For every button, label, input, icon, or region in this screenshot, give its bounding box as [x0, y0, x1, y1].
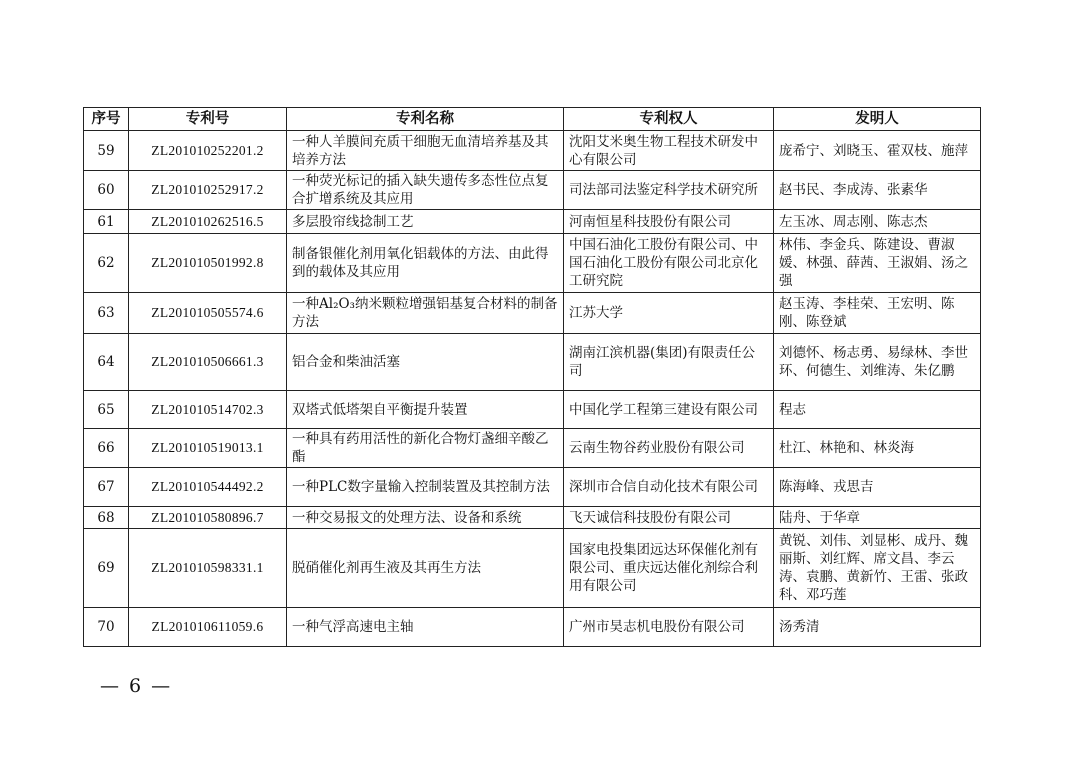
- cell-seq: 65: [84, 391, 129, 429]
- cell-patent-owner: 飞天诚信科技股份有限公司: [564, 507, 774, 529]
- cell-seq: 67: [84, 468, 129, 507]
- cell-patent-name: 多层股帘线捻制工艺: [287, 210, 564, 234]
- cell-patent-number: ZL201010501992.8: [129, 234, 287, 293]
- cell-seq: 70: [84, 608, 129, 647]
- table-row: [84, 429, 981, 468]
- cell-inventors: 赵玉涛、李桂荣、王宏明、陈刚、陈登斌: [774, 293, 981, 334]
- header-patent-owner: 专利权人: [564, 108, 774, 131]
- cell-patent-owner: 河南恒星科技股份有限公司: [564, 210, 774, 234]
- cell-patent-number: ZL201010506661.3: [129, 334, 287, 391]
- cell-seq: 62: [84, 234, 129, 293]
- table-row: [84, 210, 981, 234]
- cell-patent-owner: 沈阳艾米奥生物工程技术研发中心有限公司: [564, 131, 774, 171]
- table-header-row: [84, 108, 981, 131]
- cell-inventors: 刘德怀、杨志勇、易绿林、李世环、何德生、刘维涛、朱亿鹏: [774, 334, 981, 391]
- cell-patent-number: ZL201010598331.1: [129, 529, 287, 608]
- cell-inventors: 左玉冰、周志刚、陈志杰: [774, 210, 981, 234]
- cell-patent-number: ZL201010514702.3: [129, 391, 287, 429]
- cell-patent-name: 一种交易报文的处理方法、设备和系统: [287, 507, 564, 529]
- cell-patent-owner: 中国化学工程第三建设有限公司: [564, 391, 774, 429]
- table-row: [84, 608, 981, 647]
- table-row: [84, 391, 981, 429]
- cell-seq: 66: [84, 429, 129, 468]
- cell-patent-number: ZL201010252917.2: [129, 171, 287, 210]
- table-row: [84, 131, 981, 171]
- table-row: [84, 293, 981, 334]
- table-body: [84, 131, 981, 647]
- cell-patent-number: ZL201010252201.2: [129, 131, 287, 171]
- cell-patent-name: 双塔式低塔架自平衡提升装置: [287, 391, 564, 429]
- cell-seq: 59: [84, 131, 129, 171]
- page-number: — 6 —: [100, 675, 173, 697]
- header-patent-number: 专利号: [129, 108, 287, 131]
- cell-seq: 60: [84, 171, 129, 210]
- cell-seq: 64: [84, 334, 129, 391]
- table-row: [84, 468, 981, 507]
- cell-patent-number: ZL201010519013.1: [129, 429, 287, 468]
- cell-patent-number: ZL201010611059.6: [129, 608, 287, 647]
- header-seq: 序号: [84, 108, 129, 131]
- cell-patent-owner: 中国石油化工股份有限公司、中国石油化工股份有限公司北京化工研究院: [564, 234, 774, 293]
- cell-patent-name: 铝合金和柴油活塞: [287, 334, 564, 391]
- cell-inventors: 黄锐、刘伟、刘显彬、成丹、魏丽斯、刘红辉、席文昌、李云涛、袁鹏、黄新竹、王雷、张政科、邓巧莲: [774, 529, 981, 608]
- cell-patent-name: 一种Al₂O₃纳米颗粒增强铝基复合材料的制备方法: [287, 293, 564, 334]
- cell-patent-name: 一种气浮高速电主轴: [287, 608, 564, 647]
- cell-patent-owner: 国家电投集团远达环保催化剂有限公司、重庆远达催化剂综合利用有限公司: [564, 529, 774, 608]
- cell-inventors: 杜江、林艳和、林炎海: [774, 429, 981, 468]
- cell-patent-name: 一种具有药用活性的新化合物灯盏细辛酸乙酯: [287, 429, 564, 468]
- cell-patent-owner: 广州市昊志机电股份有限公司: [564, 608, 774, 647]
- cell-patent-number: ZL201010505574.6: [129, 293, 287, 334]
- cell-inventors: 林伟、李金兵、陈建设、曹淑媛、林强、薛茜、王淑娟、汤之强: [774, 234, 981, 293]
- cell-patent-owner: 江苏大学: [564, 293, 774, 334]
- table-row: [84, 171, 981, 210]
- cell-patent-number: ZL201010580896.7: [129, 507, 287, 529]
- cell-patent-name: 一种人羊膜间充质干细胞无血清培养基及其培养方法: [287, 131, 564, 171]
- header-inventors: 发明人: [774, 108, 981, 131]
- cell-patent-number: ZL201010262516.5: [129, 210, 287, 234]
- cell-seq: 68: [84, 507, 129, 529]
- cell-patent-owner: 深圳市合信自动化技术有限公司: [564, 468, 774, 507]
- table-row: [84, 529, 981, 608]
- cell-inventors: 庞希宁、刘晓玉、霍双枝、施萍: [774, 131, 981, 171]
- cell-patent-owner: 司法部司法鉴定科学技术研究所: [564, 171, 774, 210]
- cell-inventors: 赵书民、李成涛、张素华: [774, 171, 981, 210]
- table-row: [84, 334, 981, 391]
- cell-seq: 61: [84, 210, 129, 234]
- cell-patent-name: 脱硝催化剂再生液及其再生方法: [287, 529, 564, 608]
- cell-seq: 69: [84, 529, 129, 608]
- cell-inventors: 汤秀清: [774, 608, 981, 647]
- cell-inventors: 程志: [774, 391, 981, 429]
- cell-patent-owner: 云南生物谷药业股份有限公司: [564, 429, 774, 468]
- cell-patent-number: ZL201010544492.2: [129, 468, 287, 507]
- cell-patent-owner: 湖南江滨机器(集团)有限责任公司: [564, 334, 774, 391]
- cell-patent-name: 一种荧光标记的插入缺失遗传多态性位点复合扩增系统及其应用: [287, 171, 564, 210]
- cell-inventors: 陈海峰、戎思吉: [774, 468, 981, 507]
- patent-table: [83, 107, 981, 647]
- cell-patent-name: 制备银催化剂用氧化铝载体的方法、由此得到的载体及其应用: [287, 234, 564, 293]
- table-row: [84, 507, 981, 529]
- cell-inventors: 陆舟、于华章: [774, 507, 981, 529]
- table-row: [84, 234, 981, 293]
- cell-seq: 63: [84, 293, 129, 334]
- header-patent-name: 专利名称: [287, 108, 564, 131]
- cell-patent-name: 一种PLC数字量输入控制装置及其控制方法: [287, 468, 564, 507]
